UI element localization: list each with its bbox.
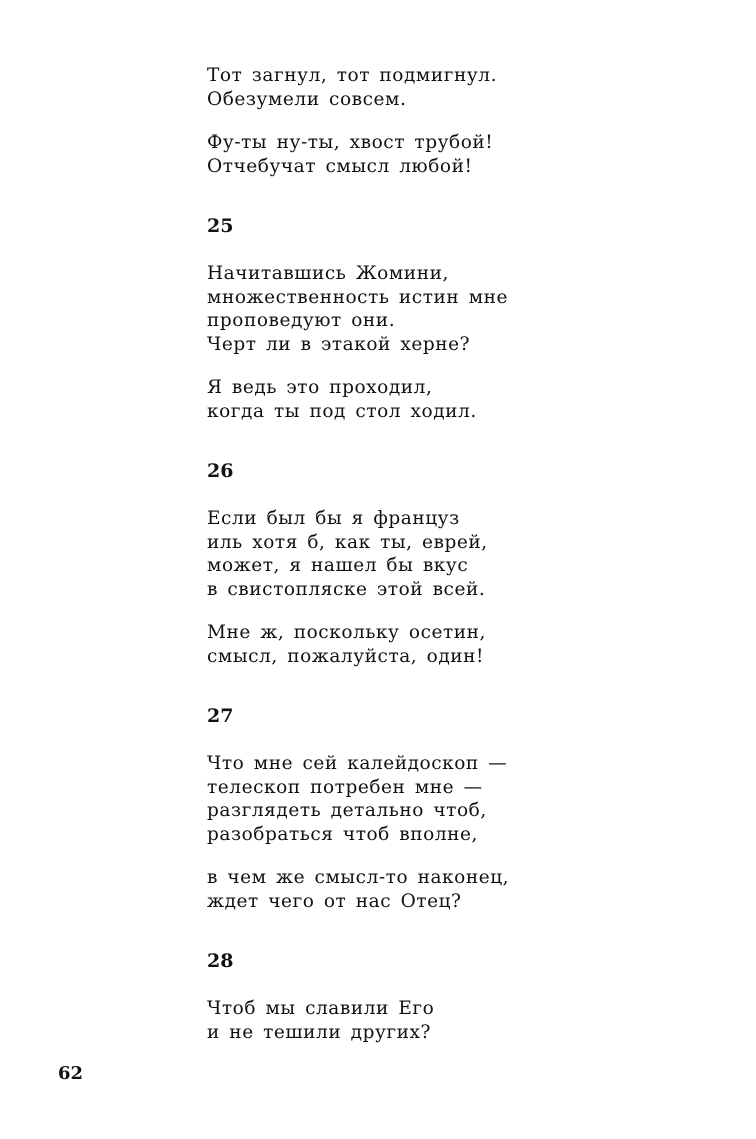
verse-line: Черт ли в этакой херне? [207, 333, 471, 355]
section-number: 26 [207, 460, 234, 482]
verse-line: Я ведь это проходил, [207, 377, 433, 398]
intro-stanza [207, 64, 707, 111]
section-gap [207, 668, 707, 704]
verse-line: в чем же смысл-то наконец, [207, 867, 510, 888]
verse-line: ждет чего от нас Отец? [207, 890, 462, 912]
verse-line: Начитавшись Жомини, [207, 263, 449, 284]
stanza [207, 997, 707, 1044]
verse-line: в свистопляске этой всей. [207, 578, 486, 600]
stanza [207, 866, 707, 913]
section-number: 25 [207, 215, 234, 237]
section-gap [207, 913, 707, 949]
verse-line: Мне ж, поскольку осетин, [207, 622, 486, 643]
verse-line: иль хотя б, как ты, еврей, [207, 531, 488, 553]
section-gap [207, 238, 707, 262]
verse-line: множественность истин мне [207, 286, 509, 308]
verse-line: проповедуют они. [207, 310, 396, 331]
verse-line: может, я нашел бы вкус [207, 555, 469, 576]
section-gap [207, 178, 707, 214]
stanza-gap [207, 356, 707, 376]
section-gap [207, 483, 707, 507]
stanza-gap [207, 111, 707, 131]
verse-line: разглядеть детально чтоб, [207, 800, 487, 821]
verse-line: разобраться чтоб вполне, [207, 823, 478, 845]
verse-line: телескоп потребен мне — [207, 776, 483, 798]
verse-line: Обезумели совсем. [207, 88, 407, 110]
verse-line: Фу-ты ну-ты, хвост трубой! [207, 132, 494, 153]
verse-line: Что мне сей калейдоскоп — [207, 753, 508, 774]
section-gap [207, 973, 707, 997]
intro-stanza [207, 131, 707, 178]
stanza-gap [207, 601, 707, 621]
section-number: 28 [207, 950, 234, 972]
stanza-gap [207, 846, 707, 866]
verse-line: Если был бы я француз [207, 508, 460, 529]
poem-content [207, 64, 707, 1044]
verse-line: Чтоб мы славили Его [207, 998, 435, 1019]
stanza [207, 376, 707, 423]
section-number: 27 [207, 705, 234, 727]
verse-line: смысл, пожалуйста, один! [207, 645, 485, 667]
stanza [207, 621, 707, 668]
verse-line: Тот загнул, тот подмигнул. [207, 65, 498, 86]
verse-line: Отчебучат смысл любой! [207, 155, 473, 177]
verse-line: когда ты под стол ходил. [207, 400, 477, 422]
verse-line: и не тешили других? [207, 1021, 431, 1043]
stanza [207, 507, 707, 601]
stanza [207, 262, 707, 356]
section-gap [207, 728, 707, 752]
page-number: 62 [58, 1063, 84, 1084]
stanza [207, 752, 707, 846]
section-gap [207, 423, 707, 459]
